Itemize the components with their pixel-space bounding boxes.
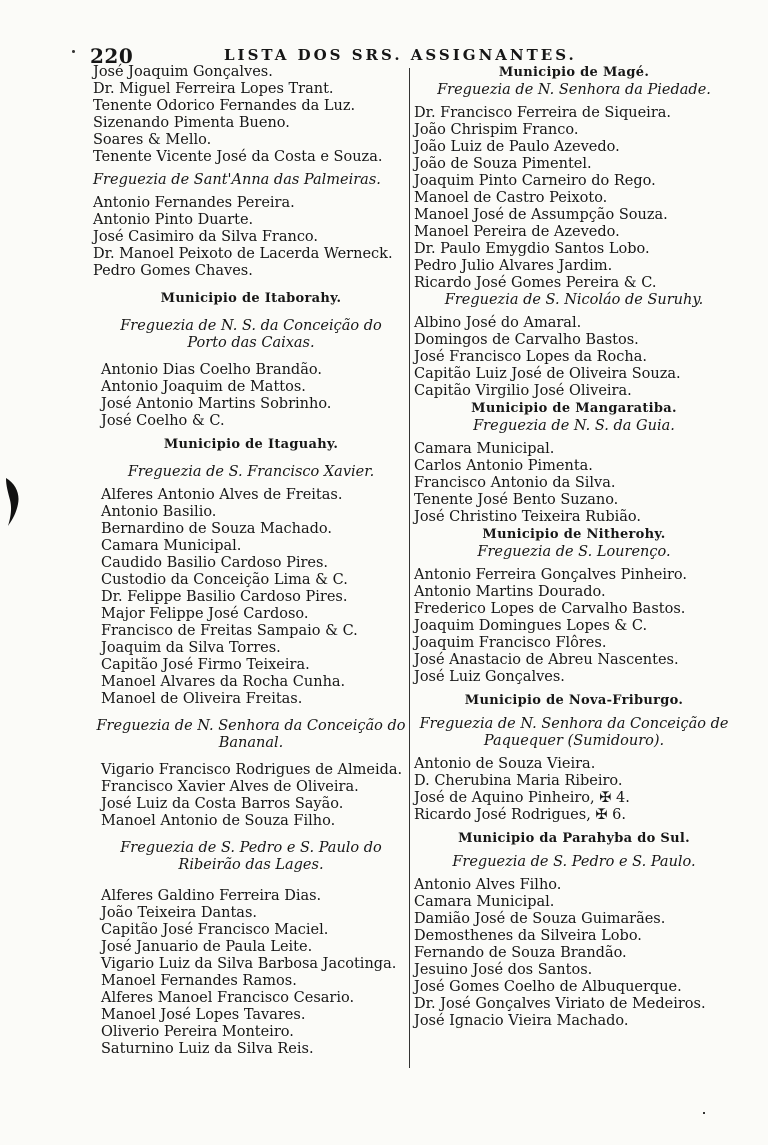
list-item: Dr. Francisco Ferreira de Siqueira. xyxy=(414,105,671,121)
list-item: Manoel Alvares da Rocha Cunha. xyxy=(101,674,346,690)
list-item: Joaquim da Silva Torres. xyxy=(101,640,281,656)
list-item: Joaquim Domingues Lopes & C. xyxy=(414,618,648,634)
municipio-heading: Municipio de Mangaratiba. xyxy=(471,401,677,416)
list-item: José Gomes Coelho de Albuquerque. xyxy=(414,979,682,995)
list-item: João Luiz de Paulo Azevedo. xyxy=(414,139,620,155)
municipio-heading: Municipio de Nova-Friburgo. xyxy=(464,693,684,708)
list-item: Soares & Mello. xyxy=(93,132,212,148)
list-item: Antonio Joaquim de Mattos. xyxy=(101,379,306,395)
list-item: Antonio Basilio. xyxy=(101,504,217,520)
list-item: Dr. Paulo Emygdio Santos Lobo. xyxy=(414,241,650,257)
list-item: Capitão Virgilio José Oliveira. xyxy=(414,383,632,399)
list-item: Manoel José de Assumpção Souza. xyxy=(414,207,668,223)
list-item: José Ignacio Vieira Machado. xyxy=(414,1013,629,1029)
list-item: Dr. Manoel Peixoto de Lacerda Werneck. xyxy=(93,246,393,262)
list-item: Antonio Pinto Duarte. xyxy=(93,212,254,228)
list-item: Fernando de Souza Brandão. xyxy=(414,945,627,961)
column-divider xyxy=(409,68,410,1068)
list-item: Francisco Xavier Alves de Oliveira. xyxy=(101,779,359,795)
list-item: Pedro Julio Alvares Jardim. xyxy=(414,258,613,274)
list-item: José Joaquim Gonçalves. xyxy=(93,64,273,80)
list-item: José de Aquino Pinheiro, ✠ 4. xyxy=(414,790,630,806)
municipio-heading: Municipio de Magé. xyxy=(498,65,650,80)
list-item: Ricardo José Rodrigues, ✠ 6. xyxy=(414,807,626,823)
list-item: Antonio de Souza Vieira. xyxy=(414,756,596,772)
list-item: Camara Municipal. xyxy=(414,441,555,457)
list-item: Tenente Odorico Fernandes da Luz. xyxy=(93,98,356,114)
list-item: Saturnino Luiz da Silva Reis. xyxy=(101,1041,314,1057)
list-item: Damião José de Souza Guimarães. xyxy=(414,911,666,927)
right-column xyxy=(414,64,734,1030)
list-item: Manoel de Oliveira Freitas. xyxy=(101,691,303,707)
freguezia-heading-cont: Bananal. xyxy=(218,735,284,751)
list-item: José Luiz da Costa Barros Sayão. xyxy=(101,796,344,812)
page-number: 220 xyxy=(90,44,134,68)
list-item: Major Felippe José Cardoso. xyxy=(101,606,309,622)
left-column xyxy=(93,64,409,1058)
municipio-heading: Municipio de Itaguahy. xyxy=(163,437,339,452)
list-item: Alferes Manoel Francisco Cesario. xyxy=(101,990,355,1006)
list-item: Alferes Galdino Ferreira Dias. xyxy=(101,888,322,904)
list-item: Antonio Fernandes Pereira. xyxy=(93,195,295,211)
freguezia-heading-cont: Paquequer (Sumidouro). xyxy=(483,733,665,749)
list-item: Bernardino de Souza Machado. xyxy=(101,521,333,537)
list-item: Manoel Fernandes Ramos. xyxy=(101,973,297,989)
list-item: Dr. José Gonçalves Viriato de Medeiros. xyxy=(414,996,706,1012)
municipio-heading: Municipio da Parahyba do Sul. xyxy=(458,831,690,846)
list-item: Antonio Alves Filho. xyxy=(414,877,562,893)
freguezia-heading: Freguezia de N. Senhora da Piedade. xyxy=(437,82,711,98)
list-item: Vigario Francisco Rodrigues de Almeida. xyxy=(101,762,403,778)
freguezia-heading: Freguezia de S. Francisco Xavier. xyxy=(127,464,375,480)
list-item: Domingos de Carvalho Bastos. xyxy=(414,332,639,348)
list-item: Vigario Luiz da Silva Barbosa Jacotinga. xyxy=(101,956,397,972)
list-item: Albino José do Amaral. xyxy=(414,315,582,331)
freguezia-heading: Freguezia de N. Senhora da Conceição de xyxy=(419,716,729,732)
margin-ink-mark xyxy=(2,478,22,526)
list-item: Ricardo José Gomes Pereira & C. xyxy=(414,275,657,291)
list-item: José Januario de Paula Leite. xyxy=(101,939,313,955)
list-item: Sizenando Pimenta Bueno. xyxy=(93,115,290,131)
list-item: Antonio Martins Dourado. xyxy=(414,584,606,600)
freguezia-heading: Freguezia de S. Pedro e S. Paulo. xyxy=(452,854,696,870)
list-item: Manoel de Castro Peixoto. xyxy=(414,190,608,206)
list-item: José Francisco Lopes da Rocha. xyxy=(414,349,647,365)
list-item: Oliverio Pereira Monteiro. xyxy=(101,1024,294,1040)
list-item: João de Souza Pimentel. xyxy=(414,156,592,172)
freguezia-heading: Freguezia de N. S. da Conceição do xyxy=(120,318,382,334)
ink-dot xyxy=(72,50,75,53)
freguezia-heading: Freguezia de Sant'Anna das Palmeiras. xyxy=(93,172,381,188)
list-item: Manoel José Lopes Tavares. xyxy=(101,1007,306,1023)
list-item: Caudido Basilio Cardoso Pires. xyxy=(101,555,329,571)
list-item: Dr. Felippe Basilio Cardoso Pires. xyxy=(101,589,348,605)
list-item: Tenente Vicente José da Costa e Souza. xyxy=(93,149,383,165)
list-item: Joaquim Francisco Flôres. xyxy=(414,635,607,651)
freguezia-heading: Freguezia de S. Nicoláo de Suruhy. xyxy=(444,292,704,308)
list-item: José Christino Teixeira Rubião. xyxy=(414,509,642,525)
list-item: Manoel Antonio de Souza Filho. xyxy=(101,813,336,829)
municipio-heading: Municipio de Nitherohy. xyxy=(482,527,666,542)
municipio-heading: Municipio de Itaborahy. xyxy=(160,291,342,306)
list-item: Pedro Gomes Chaves. xyxy=(93,263,253,279)
list-item: D. Cherubina Maria Ribeiro. xyxy=(414,773,623,789)
list-item: João Teixeira Dantas. xyxy=(101,905,258,921)
list-item: Camara Municipal. xyxy=(101,538,242,554)
freguezia-heading-cont: Porto das Caixas. xyxy=(187,335,315,351)
list-item: Antonio Ferreira Gonçalves Pinheiro. xyxy=(414,567,687,583)
list-item: Custodio da Conceição Lima & C. xyxy=(101,572,348,588)
list-item: Francisco de Freitas Sampaio & C. xyxy=(101,623,358,639)
list-item: Francisco Antonio da Silva. xyxy=(414,475,616,491)
list-item: José Antonio Martins Sobrinho. xyxy=(101,396,332,412)
list-item: Antonio Dias Coelho Brandão. xyxy=(101,362,322,378)
list-item: Joaquim Pinto Carneiro do Rego. xyxy=(414,173,656,189)
list-item: José Luiz Gonçalves. xyxy=(414,669,565,685)
list-item: José Coelho & C. xyxy=(101,413,225,429)
list-item: Tenente José Bento Suzano. xyxy=(414,492,619,508)
list-item: Alferes Antonio Alves de Freitas. xyxy=(101,487,343,503)
list-item: Manoel Pereira de Azevedo. xyxy=(414,224,620,240)
list-item: Carlos Antonio Pimenta. xyxy=(414,458,593,474)
list-item: Capitão José Firmo Teixeira. xyxy=(101,657,310,673)
list-item: Capitão Luiz José de Oliveira Souza. xyxy=(414,366,681,382)
list-item: Jesuino José dos Santos. xyxy=(414,962,593,978)
freguezia-heading: Freguezia de N. S. da Guia. xyxy=(473,418,675,434)
list-item: Camara Municipal. xyxy=(414,894,555,910)
list-item: Demosthenes da Silveira Lobo. xyxy=(414,928,642,944)
running-head: LISTA DOS SRS. ASSIGNANTES. xyxy=(224,46,577,64)
freguezia-heading: Freguezia de S. Lourenço. xyxy=(477,544,671,560)
list-item: José Anastacio de Abreu Nascentes. xyxy=(414,652,679,668)
list-item: Dr. Miguel Ferreira Lopes Trant. xyxy=(93,81,334,97)
list-item: João Chrispim Franco. xyxy=(414,122,579,138)
list-item: Frederico Lopes de Carvalho Bastos. xyxy=(414,601,686,617)
freguezia-heading: Freguezia de S. Pedro e S. Paulo do xyxy=(120,840,382,856)
freguezia-heading-cont: Ribeirão das Lages. xyxy=(178,857,324,873)
freguezia-heading: Freguezia de N. Senhora da Conceição do xyxy=(96,718,406,734)
list-item: José Casimiro da Silva Franco. xyxy=(93,229,319,245)
list-item: Capitão José Francisco Maciel. xyxy=(101,922,329,938)
ink-speck xyxy=(703,1112,705,1114)
